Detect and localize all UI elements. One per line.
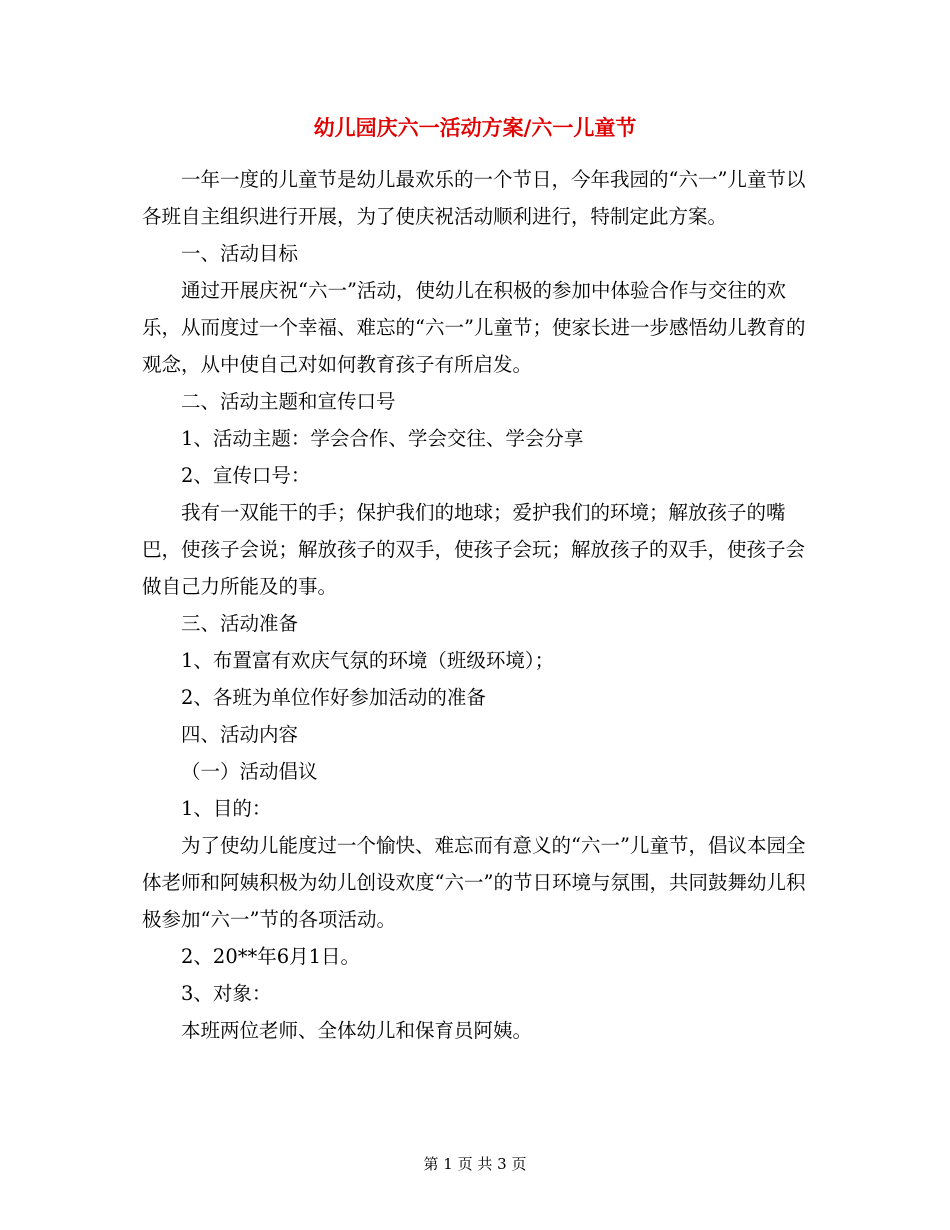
paragraph-preparation-1: 1、布置富有欢庆气氛的环境（班级环境）； — [181, 649, 555, 672]
paragraph-audience: 本班两位老师、全体幼儿和保育员阿姨。 — [181, 1019, 533, 1042]
paragraph-theme: 1、活动主题：学会合作、学会交往、学会分享 — [181, 427, 584, 450]
subheading-initiative: （一）活动倡议 — [181, 760, 318, 783]
heading-activity-goals: 一、活动目标 — [181, 242, 299, 265]
paragraph-intro: 一年一度的儿童节是幼儿最欢乐的一个节日，今年我园的“六一”儿童节以各班自主组织进行开展，为了使庆祝活动顺利进行，特制定此方案。 — [142, 168, 806, 228]
paragraph-slogan: 我有一双能干的手；保护我们的地球；爱护我们的环境；解放孩子的嘴巴，使孩子会说；解放孩子的双手，使孩子会玩；解放孩子的双手，使孩子会做自己力所能及的事。 — [142, 501, 806, 598]
paragraph-audience-label: 3、对象： — [181, 982, 272, 1005]
document-title: 幼儿园庆六一活动方案/六一儿童节 — [313, 116, 637, 140]
heading-theme-slogan: 二、活动主题和宣传口号 — [181, 390, 396, 413]
document-body — [142, 161, 808, 1049]
paragraph-slogan-label: 2、宣传口号： — [181, 464, 311, 487]
paragraph-goals: 通过开展庆祝“六一”活动，使幼儿在积极的参加中体验合作与交往的欢乐，从而度过一个幸福、难忘的“六一”儿童节；使家长进一步感悟幼儿教育的观念，从中使自己对如何教育孩子有所启发。 — [142, 279, 806, 376]
paragraph-purpose-label: 1、目的： — [181, 797, 272, 820]
paragraph-preparation-2: 2、各班为单位作好参加活动的准备 — [181, 686, 486, 709]
heading-content: 四、活动内容 — [181, 723, 299, 746]
page-number-footer: 第 1 页 共 3 页 — [423, 1155, 527, 1173]
heading-preparation: 三、活动准备 — [181, 612, 299, 635]
paragraph-purpose: 为了使幼儿能度过一个愉快、难忘而有意义的“六一”儿童节，倡议本园全体老师和阿姨积极为幼儿创设欢度“六一”的节日环境与氛围，共同鼓舞幼儿积极参加“六一”节的各项活动。 — [142, 834, 806, 931]
paragraph-date: 2、20**年6月1日。 — [181, 945, 361, 968]
